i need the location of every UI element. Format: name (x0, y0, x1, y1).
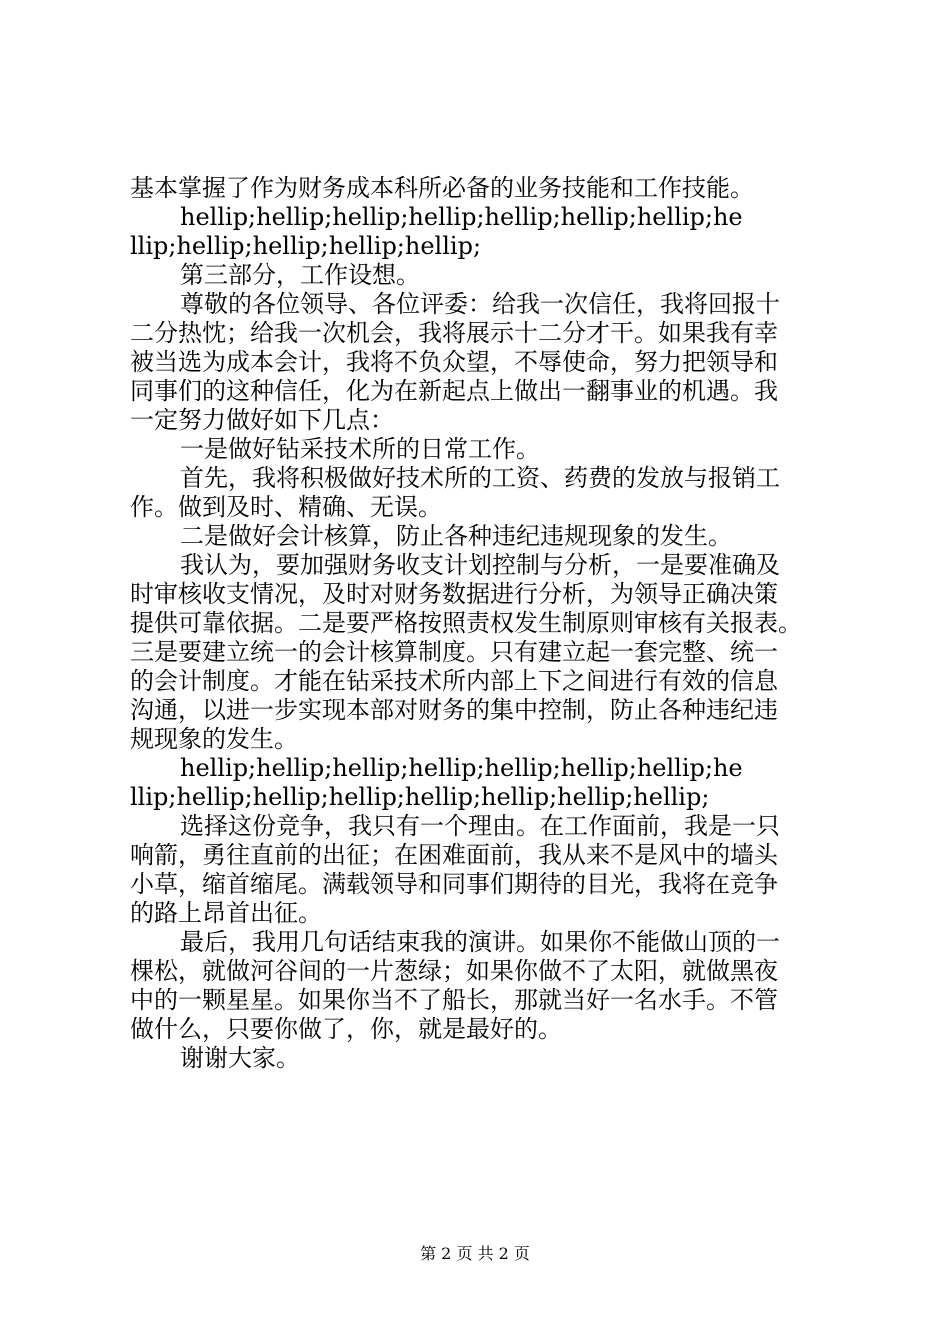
text-line: 首先，我将积极做好技术所的工资、药费的发放与报销工 (180, 464, 780, 492)
text-line: 提供可靠依据。二是要严格按照责权发生制原则审核有关报表。 (130, 609, 802, 637)
text-line: 一是做好钻采技术所的日常工作。 (180, 435, 540, 463)
text-line: 的会计制度。才能在钻采技术所内部上下之间进行有效的信息 (130, 667, 778, 695)
text-line: 二分热忱；给我一次机会，我将展示十二分才干。如果我有幸 (130, 319, 778, 347)
text-line: 二是做好会计核算，防止各种违纪违规现象的发生。 (180, 522, 732, 550)
text-line: 棵松，就做河谷间的一片葱绿；如果你做不了太阳，就做黑夜 (130, 957, 778, 985)
text-line: 尊敬的各位领导、各位评委：给我一次信任，我将回报十 (180, 290, 780, 318)
text-line: 的路上昂首出征。 (130, 899, 322, 927)
text-line: 选择这份竞争，我只有一个理由。在工作面前，我是一只 (180, 812, 780, 840)
text-line: hellip;hellip;hellip;hellip;hellip;hellip;hellip;he (180, 754, 743, 782)
text-line: 我认为，要加强财务收支计划控制与分析，一是要准确及 (180, 551, 780, 579)
text-line: 第三部分，工作设想。 (180, 261, 420, 289)
text-line: 时审核收支情况，及时对财务数据进行分析，为领导正确决策 (130, 580, 778, 608)
text-line: 中的一颗星星。如果你当不了船长，那就当好一名水手。不管 (130, 986, 778, 1014)
text-line: 基本掌握了作为财务成本科所必备的业务技能和工作技能。 (130, 174, 754, 202)
text-line: llip;hellip;hellip;hellip;hellip;hellip;hellip;hellip; (130, 783, 710, 811)
page-footer: 第 2 页 共 2 页 (420, 1244, 530, 1263)
text-line: 沟通，以进一步实现本部对财务的集中控制，防止各种违纪违 (130, 696, 778, 724)
text-line: hellip;hellip;hellip;hellip;hellip;hellip;hellip;he (180, 203, 743, 231)
text-line: 同事们的这种信任，化为在新起点上做出一翻事业的机遇。我 (130, 377, 778, 405)
text-line: 规现象的发生。 (130, 725, 298, 753)
text-line: llip;hellip;hellip;hellip;hellip; (130, 232, 482, 260)
text-line: 做什么，只要你做了，你，就是最好的。 (130, 1015, 562, 1043)
text-line: 一定努力做好如下几点： (130, 406, 394, 434)
text-line: 最后，我用几句话结束我的演讲。如果你不能做山顶的一 (180, 928, 780, 956)
text-line: 响箭，勇往直前的出征；在困难面前，我从来不是风中的墙头 (130, 841, 778, 869)
text-line: 被当选为成本会计，我将不负众望，不辱使命，努力把领导和 (130, 348, 778, 376)
text-line: 作。做到及时、精确、无误。 (130, 493, 442, 521)
text-line: 三是要建立统一的会计核算制度。只有建立起一套完整、统一 (130, 638, 778, 666)
text-line: 谢谢大家。 (180, 1044, 300, 1072)
document-body (130, 174, 830, 1073)
text-line: 小草，缩首缩尾。满载领导和同事们期待的目光，我将在竞争 (130, 870, 778, 898)
